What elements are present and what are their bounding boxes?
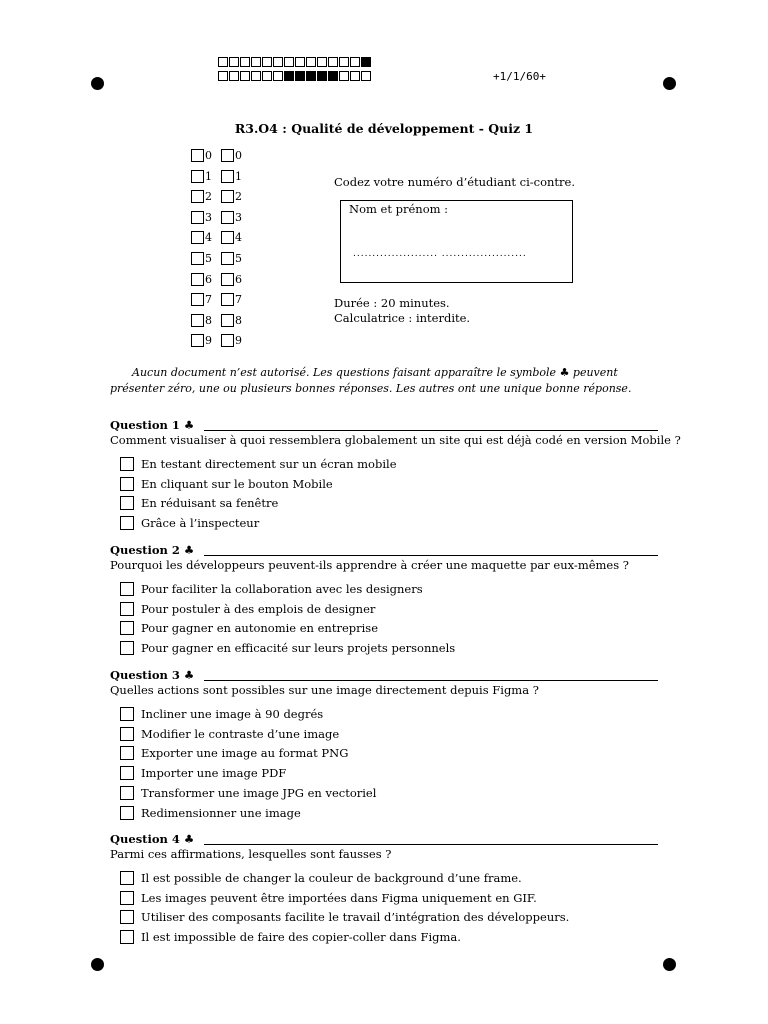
answer-checkbox[interactable] [120,602,134,616]
answer-checkbox[interactable] [120,910,134,924]
digit-label: 7 [235,293,242,307]
student-id-digit-2-4[interactable] [221,230,242,244]
name-label: Nom et prénom : [349,202,449,216]
barcode-cell [350,71,360,81]
digit-label: 5 [235,252,242,265]
barcode-cell [361,71,371,81]
question-4-answer-2[interactable] [120,891,537,905]
question-label: Question 4 ♣ [110,832,195,846]
question-4-text: Parmi ces affirmations, lesquelles sont fausses ? [110,847,392,861]
question-3-answer-4[interactable] [120,766,286,780]
answer-text: Il est possible de changer la couleur de background d’une frame. [141,871,522,885]
question-1-answer-2[interactable] [120,477,333,491]
barcode-cell [339,71,349,81]
question-3-header [110,668,658,682]
barcode-cell [240,57,250,67]
barcode-cell [218,71,228,81]
answer-text: Pour postuler à des emplois de designer [141,601,376,616]
barcode-cell [339,57,349,67]
question-3-answer-2[interactable] [120,727,339,741]
question-2-answer-2[interactable] [120,602,375,616]
question-2-header [110,543,658,557]
answer-text: Pour faciliter la collaboration avec les designers [141,582,423,596]
student-id-digit-1-1[interactable] [191,169,212,183]
answer-checkbox[interactable] [120,806,134,820]
barcode-cell [284,57,294,67]
answer-text: Redimensionner une image [141,805,301,820]
question-4-answer-1[interactable] [120,871,522,885]
page-title: R3.O4 : Qualité de développement - Quiz 1 [234,121,534,136]
question-rule [204,430,658,431]
answer-checkbox[interactable] [120,477,134,491]
question-label: Question 1 ♣ [110,418,195,432]
answer-text: Utiliser des composants facilite le travail d’intégration des développeurs. [141,910,570,925]
answer-checkbox[interactable] [120,786,134,800]
question-1-text: Comment visualiser à quoi ressemblera globalement un site qui est déjà codé en version Mobile ? [110,433,681,447]
digit-label: 6 [235,272,242,286]
student-id-digit-1-6[interactable] [191,272,212,286]
digit-checkbox[interactable] [191,314,204,327]
answer-text: Exporter une image au format PNG [141,746,349,761]
student-id-digit-1-8[interactable] [191,313,212,327]
question-rule [204,680,658,681]
digit-checkbox[interactable] [221,334,234,347]
duration-text: Durée : 20 minutes. [334,296,450,310]
answer-text: Transformer une image JPG en vectoriel [141,785,377,800]
barcode-cell [262,57,272,67]
question-2-answer-1[interactable] [120,582,423,596]
barcode-cell [317,57,327,67]
page-id: +1/1/60+ [493,70,546,83]
question-3-answer-1[interactable] [120,707,323,721]
answer-text: Grâce à l’inspecteur [141,516,260,531]
barcode-cell [284,71,294,81]
student-id-digit-1-3[interactable] [191,210,212,224]
name-box[interactable] [340,200,573,283]
answer-checkbox[interactable] [120,766,134,780]
answer-text: Pour gagner en efficacité sur leurs projets personnels [141,641,456,656]
barcode-cell [229,57,239,67]
barcode-cell [218,57,228,67]
question-3-answer-5[interactable] [120,786,376,800]
barcode-cell [240,71,250,81]
digit-label: 6 [205,272,212,286]
answer-checkbox[interactable] [120,727,134,741]
barcode-cell [262,71,272,81]
student-id-digit-2-1[interactable] [221,169,242,183]
page-barcode-row-2 [218,71,372,81]
digit-checkbox[interactable] [221,273,234,286]
answer-text: En testant directement sur un écran mobile [141,457,397,471]
barcode-cell [229,71,239,81]
answer-text: Pour gagner en autonomie en entreprise [141,621,378,636]
registration-mark-top-left [91,77,104,90]
registration-mark-bottom-right [663,958,676,971]
student-id-instruction: Codez votre numéro d’étudiant ci-contre. [334,175,575,189]
barcode-cell [273,57,283,67]
question-rule [204,844,658,845]
name-dots: ...................... ...................... [353,249,527,259]
student-id-digit-2-8[interactable] [221,313,242,327]
student-id-digit-2-0[interactable] [221,148,242,162]
digit-label: 3 [235,210,242,224]
answer-checkbox[interactable] [120,516,134,530]
digit-label: 8 [235,313,242,327]
digit-checkbox[interactable] [191,334,204,347]
question-1-answer-1[interactable] [120,457,397,471]
answer-text: Modifier le contraste d’une image [141,726,340,741]
barcode-cell [295,71,305,81]
digit-label: 0 [235,149,242,162]
question-4-answer-3[interactable] [120,910,569,924]
digit-checkbox[interactable] [191,170,204,183]
answer-checkbox[interactable] [120,621,134,635]
student-id-digit-2-2[interactable] [221,189,242,203]
digit-checkbox[interactable] [221,190,234,203]
answer-text: Importer une image PDF [141,766,287,781]
barcode-cell [295,57,305,67]
answer-checkbox[interactable] [120,707,134,721]
barcode-cell [350,57,360,67]
digit-checkbox[interactable] [191,231,204,244]
question-1-header [110,418,658,432]
barcode-cell [328,57,338,67]
digit-checkbox[interactable] [221,170,234,183]
digit-label: 1 [205,169,212,183]
answer-checkbox[interactable] [120,891,134,905]
digit-checkbox[interactable] [221,149,234,162]
answer-text: Il est impossible de faire des copier-coller dans Figma. [141,930,461,945]
student-id-digit-1-7[interactable] [191,292,212,306]
question-3-answer-3[interactable] [120,746,348,760]
digit-label: 2 [205,190,212,204]
question-2-answer-3[interactable] [120,621,378,635]
digit-label: 3 [205,210,212,224]
digit-checkbox[interactable] [221,252,234,265]
digit-label: 9 [205,334,212,348]
registration-mark-top-right [663,77,676,90]
student-id-digit-2-6[interactable] [221,272,242,286]
calculator-text: Calculatrice : interdite. [334,311,471,325]
student-id-digit-2-5[interactable] [221,251,242,265]
digit-label: 9 [235,334,242,348]
question-1-answer-3[interactable] [120,496,278,510]
question-4-answer-4[interactable] [120,930,461,944]
answer-checkbox[interactable] [120,582,134,596]
question-2-answer-4[interactable] [120,641,455,655]
digit-checkbox[interactable] [191,273,204,286]
answer-checkbox[interactable] [120,496,134,510]
digit-label: 7 [205,293,212,307]
digit-checkbox[interactable] [221,293,234,306]
barcode-cell [251,71,261,81]
answer-checkbox[interactable] [120,641,134,655]
registration-mark-bottom-left [91,958,104,971]
digit-label: 4 [205,231,212,245]
barcode-cell [306,71,316,81]
student-id-digit-1-9[interactable] [191,333,212,347]
digit-label: 1 [235,169,242,183]
barcode-cell [317,71,327,81]
question-3-answer-6[interactable] [120,806,301,820]
barcode-cell [328,71,338,81]
answer-checkbox[interactable] [120,930,134,944]
answer-checkbox[interactable] [120,871,134,885]
digit-label: 8 [205,313,212,327]
student-id-digit-1-4[interactable] [191,230,212,244]
answer-text: En cliquant sur le bouton Mobile [141,476,333,491]
question-1-answer-4[interactable] [120,516,259,530]
question-2-text: Pourquoi les développeurs peuvent-ils apprendre à créer une maquette par eux-mêmes ? [110,558,629,572]
student-id-digit-2-7[interactable] [221,292,242,306]
digit-checkbox[interactable] [221,231,234,244]
digit-checkbox[interactable] [221,314,234,327]
digit-checkbox[interactable] [191,190,204,203]
digit-checkbox[interactable] [191,149,204,162]
page-barcode-row-1 [218,57,372,67]
answer-text: Les images peuvent être importées dans Figma uniquement en GIF. [141,890,537,905]
question-4-header [110,832,658,846]
digit-label: 5 [205,252,212,265]
instructions: Aucun document n’est autorisé. Les questions faisant apparaître le symbole ♣ peuvent présenter zéro, une ou plusieurs bonnes réponses. Les autres ont une unique bonne réponse. [110,366,632,395]
student-id-digit-2-9[interactable] [221,333,242,347]
student-id-digit-1-2[interactable] [191,189,212,203]
answer-text: En réduisant sa fenêtre [141,496,279,511]
digit-label: 4 [235,231,242,245]
student-id-digit-2-3[interactable] [221,210,242,224]
digit-checkbox[interactable] [191,252,204,265]
digit-label: 0 [205,149,212,162]
barcode-cell [361,57,371,67]
student-id-digit-1-0[interactable] [191,148,212,162]
question-label: Question 2 ♣ [110,543,195,557]
answer-checkbox[interactable] [120,457,134,471]
barcode-cell [251,57,261,67]
digit-checkbox[interactable] [191,293,204,306]
barcode-cell [273,71,283,81]
answer-text: Incliner une image à 90 degrés [141,707,324,721]
answer-checkbox[interactable] [120,746,134,760]
question-3-text: Quelles actions sont possibles sur une image directement depuis Figma ? [110,683,539,697]
digit-checkbox[interactable] [221,211,234,224]
barcode-cell [306,57,316,67]
digit-label: 2 [235,190,242,204]
question-label: Question 3 ♣ [110,668,195,682]
student-id-digit-1-5[interactable] [191,251,212,265]
question-rule [204,555,658,556]
digit-checkbox[interactable] [191,211,204,224]
